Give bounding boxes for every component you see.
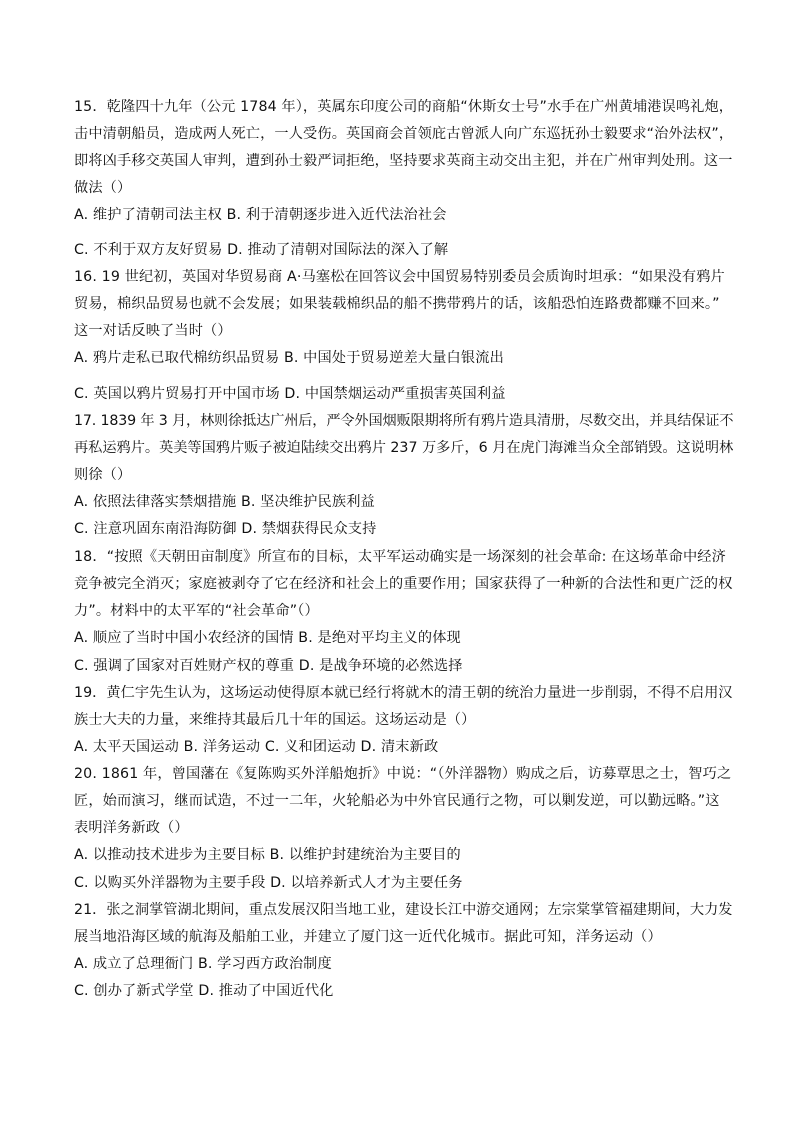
question-text-line: 做法（） <box>74 180 132 196</box>
question-text-line: 20. 1861 年，曾国藩在《复陈购买外洋船炮折》中说：“（外洋器物）购成之后，访募覃思之士，智巧之 <box>74 766 732 782</box>
answer-options: C. 强调了国家对百姓财产权的尊重 D. 是战争环境的必然选择 <box>74 658 463 674</box>
question-text-line: 再私运鸦片。英美等国鸦片贩子被迫陆续交出鸦片 237 万多斤，6 月在虎门海滩当众全部销毁。这说明林 <box>74 440 734 456</box>
question-text-line: 21．张之洞掌管湖北期间，重点发展汉阳当地工业，建设长江中游交通网；左宗棠掌管福建期间，大力发 <box>74 902 733 918</box>
question-text-line: 16. 19 世纪初，英国对华贸易商 A·马塞松在回答议会中国贸易特别委员会质询时坦承：“如果没有鸦片 <box>74 269 725 285</box>
question-text-line: 匠，始而演习，继而试造，不过一二年，火轮船必为中外官民通行之物，可以剿发逆，可以勤远略。”这 <box>74 793 720 809</box>
answer-options: C. 注意巩固东南沿海防御 D. 禁烟获得民众支持 <box>74 521 377 537</box>
question-text-line: 18．“按照《天朝田亩制度》所宣布的目标，太平军运动确实是一场深刻的社会革命: 在这场革命中经济 <box>74 549 726 565</box>
answer-options: C. 以购买外洋器物为主要手段 D. 以培养新式人才为主要任务 <box>74 875 463 891</box>
answer-options: A. 鸦片走私已取代棉纺织品贸易 B. 中国处于贸易逆差大量白银流出 <box>74 350 504 366</box>
question-text-line: 族士大夫的力量，来维持其最后几十年的国运。这场运动是（） <box>74 712 476 728</box>
question-text-line: 展当地沿海区域的航海及船舶工业，并建立了厦门这一近代化城市。据此可知，洋务运动（） <box>74 929 662 945</box>
question-text-line: 则徐（） <box>74 467 132 483</box>
question-text-line: 表明洋务新政（） <box>74 820 189 836</box>
answer-options: C. 创办了新式学堂 D. 推动了中国近代化 <box>74 983 334 999</box>
question-text-line: 15．乾隆四十九年（公元 1784 年），英属东印度公司的商船“休斯女士号”水手在广州黄埔港误鸣礼炮， <box>74 99 734 115</box>
answer-options: C. 英国以鸦片贸易打开中国市场 D. 中国禁烟运动严重损害英国利益 <box>74 386 506 402</box>
question-text-line: 这一对话反映了当时（） <box>74 323 232 339</box>
answer-options: A. 以推动技术进步为主要目标 B. 以维护封建统治为主要目的 <box>74 847 461 863</box>
answer-options: A. 顺应了当时中国小农经济的国情 B. 是绝对平均主义的体现 <box>74 630 461 646</box>
question-text-line: 贸易，棉织品贸易也就不会发展；如果装载棉织品的船不携带鸦片的话，该船恐怕连路费都赚不回来。” <box>74 296 720 312</box>
question-text-line: 力”。材料中的太平军的“社会革命”（） <box>74 603 319 619</box>
answer-options: A. 依照法律落实禁烟措施 B. 坚决维护民族利益 <box>74 494 375 510</box>
question-text-line: 即将凶手移交英国人审判，遭到孙士毅严词拒绝，坚持要求英商主动交出主犯，并在广州审判处刑。这一 <box>74 153 733 169</box>
answer-options: A. 维护了清朝司法主权 B. 利于清朝逐步进入近代法治社会 <box>74 207 447 223</box>
answer-options: C. 不利于双方友好贸易 D. 推动了清朝对国际法的深入了解 <box>74 242 449 258</box>
answer-options: A. 太平天国运动 B. 洋务运动 C. 义和团运动 D. 清末新政 <box>74 739 439 755</box>
question-text-line: 17. 1839 年 3 月，林则徐抵达广州后，严令外国烟贩限期将所有鸦片造具清册，尽数交出，并具结保证不 <box>74 413 734 429</box>
answer-options: A. 成立了总理衙门 B. 学习西方政治制度 <box>74 956 332 972</box>
question-text-line: 击中清朝船员，造成两人死亡，一人受伤。英国商会首领庇古曾派人向广东巡抚孙士毅要求“治外法权”， <box>74 126 734 142</box>
question-text-line: 竞争被完全消灭；家庭被剥夺了它在经济和社会上的重要作用；国家获得了一种新的合法性和更广泛的权 <box>74 576 733 592</box>
question-text-line: 19．黄仁宇先生认为，这场运动使得原本就已经行将就木的清王朝的统治力量进一步削弱，不得不启用汉 <box>74 685 733 701</box>
